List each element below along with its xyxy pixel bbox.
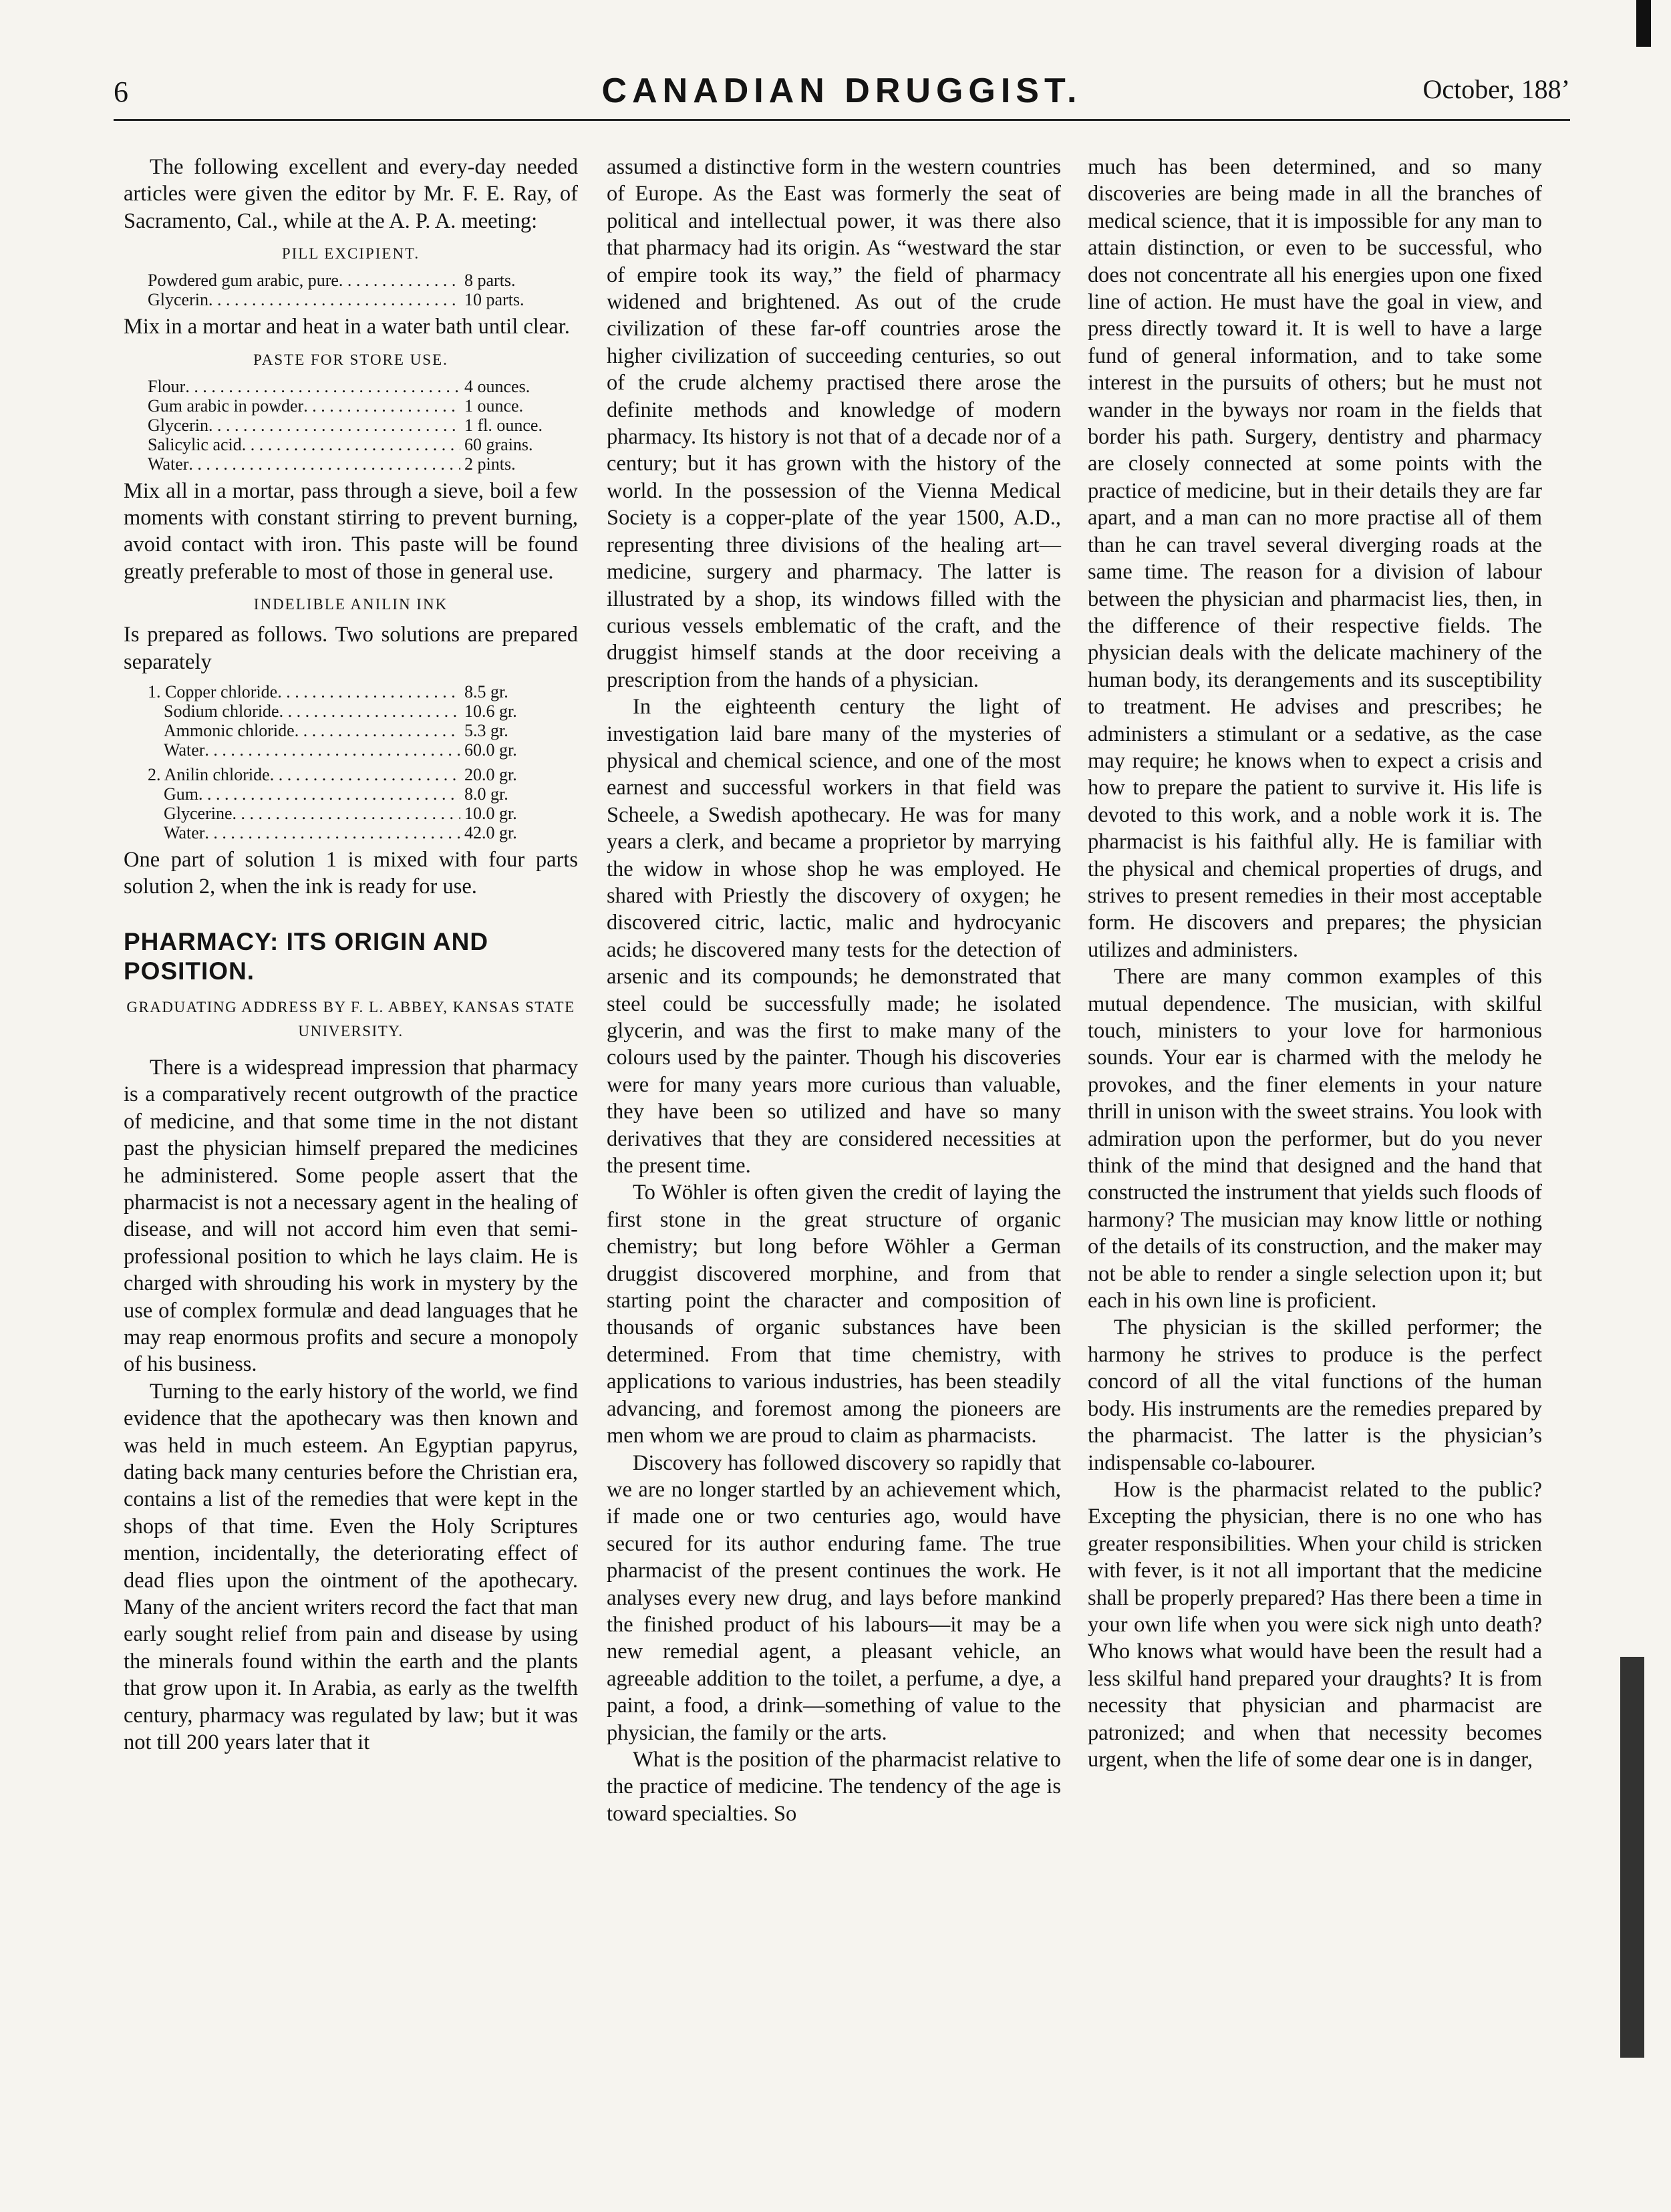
article-heading: PHARMACY: ITS ORIGIN AND POSITION. — [124, 927, 489, 985]
recipe-row — [148, 701, 578, 721]
ingredient-name: Glycerine — [164, 804, 233, 824]
column-1 — [124, 154, 578, 1756]
ingredient-name: Salicylic acid — [148, 434, 242, 454]
header-rule — [114, 119, 1570, 121]
article-paragraph: In the eighteenth century the light of investigation laid bare many of the mysteries of physical and chemical science, and one of the most earnest and successful workers in that field was Scheele, a Swedish apothecary. He was for many years a clerk, and became a proprietor by marrying the widow in whose shop he was employed. He shared with Priestly the discovery of oxygen; he discovered citric, lactic, malic and hydrocyanic acids; he discovered many tests for the detection of arsenic and its compounds; he demonstrated that steel could be successfully made; he isolated glycerin, and was the first to make many of the colours used by the painter. Though his discoveries were for many years more curious than valuable, they have been so utilized and have so many derivatives that they are considered necessities at the present time. — [607, 695, 1061, 1178]
ingredient-qty: 1 fl. ounce. — [464, 415, 543, 435]
recipe-list-ink-2 — [148, 765, 578, 842]
article-paragraph: How is the pharmacist related to the public? Excepting the physician, there is no one who has greater responsibilities. When your child is stricken with fever, is it not all important that the medicine shall be properly prepared? Has there been a time in your own life when you were sick nigh unto death? Who knows what would have been the result had a less skilful hand prepared your draughts? It is from necessity that physician and pharmacist are patronized; and when that necessity becomes urgent, when the life of some dear one is in danger, — [1088, 1477, 1542, 1772]
publication-title: CANADIAN DRUGGIST. — [601, 71, 1082, 110]
article-paragraph: Discovery has followed discovery so rapidly that we are no longer startled by an achievement which, if made one or two centuries ago, would have secured for its author enduring fame. The true pharmacist of the present continues the work. He analyses every new drug, and lays before mankind the finished product of his labours—it may be a new remedial agent, a pleasant vehicle, an agreeable addition to the toilet, a perfume, a dye, a paint, a food, a drink—something of value to the physician, the family or the arts. — [607, 1450, 1061, 1745]
ingredient-name: Gum arabic in powder — [148, 396, 304, 416]
issue-date-text: October, 188 — [1422, 74, 1561, 104]
ingredient-qty: 8 parts. — [464, 271, 516, 291]
recipe-text-paste: Mix all in a mortar, pass through a sieve, boil a few moments with constant stirring to prevent burning, avoid contact with iron. This paste will be found greatly preferable to most of those in general use. — [124, 478, 578, 584]
issue-date-tail: ’ — [1561, 74, 1570, 104]
page-number: 6 — [114, 75, 128, 108]
column-2 — [607, 154, 1061, 1827]
ingredient-name: Water — [164, 823, 205, 843]
ingredient-qty: 10.6 gr. — [464, 701, 517, 722]
recipe-row — [148, 454, 578, 474]
ingredient-qty: 4 ounces. — [464, 376, 530, 396]
ingredient-name: 1. Copper chloride — [148, 682, 278, 702]
ingredient-qty: 42.0 gr. — [464, 823, 517, 843]
scan-edge-top — [1636, 0, 1651, 47]
article-paragraph: assumed a distinctive form in the western countries of Europe. As the East was formerly the seat of political and intellectual power, it was there also that pharmacy had its origin. As “westward the star of empire took its way,” the field of pharmacy widened and brightened. As out of the crude civilization of these far-off countries arose the higher civilization of succeeding centuries, so out of the crude alchemy practised there arose the definite methods and knowledge of modern pharmacy. Its history is not that of a decade nor of a century; but it has grown with the history of the world. In the possession of the Vienna Medical Society is a copper-plate of the year 1500, A.D., representing three divisions of the healing art—medicine, surgery and pharmacy. The latter is illustrated by a shop, its windows filled with the curious vessels emblematic of the craft, and the druggist himself stands at the door receiving a prescription from the hands of a physician. — [607, 155, 1061, 692]
article-paragraph: The physician is the skilled performer; the harmony he strives to produce is the perfect concord of all the vital functions of the human body. His instruments are the remedies prepared by the pharmacist. The latter is the physician’s indispensable co-labourer. — [1088, 1315, 1542, 1475]
ingredient-qty: 5.3 gr. — [464, 721, 508, 741]
ingredient-qty: 8.5 gr. — [464, 682, 508, 702]
recipe-intro-ink: Is prepared as follows. Two solutions are prepared separately — [124, 623, 578, 674]
ingredient-name: Glycerin — [148, 415, 208, 435]
recipe-row — [148, 823, 578, 842]
page-header — [114, 61, 1570, 122]
ingredient-qty: 2 pints. — [464, 454, 516, 474]
recipe-row — [148, 416, 578, 435]
intro-paragraph: The following excellent and every-day needed articles were given the editor by Mr. F. E. Ray, of Sacramento, Cal., while at the A. P. A. meeting: — [124, 155, 578, 233]
issue-date — [1422, 73, 1570, 105]
recipe-row — [148, 784, 578, 804]
ingredient-name: Ammonic chloride — [164, 721, 295, 741]
recipe-row — [148, 804, 578, 823]
ingredient-name: Flour — [148, 376, 186, 396]
article-paragraph: To Wöhler is often given the credit of laying the first stone in the great structure of organic chemistry; but long before Wöhler a German druggist discovered morphine, and from that starting point the character and composition of thousands of organic substances have been determined. From that time chemistry, with applications to various industries, has been steadily advancing, and foremost among the pioneers are men whom we are proud to claim as pharmacists. — [607, 1180, 1061, 1448]
ingredient-qty: 8.0 gr. — [464, 784, 508, 804]
ingredient-qty: 10 parts. — [464, 290, 524, 310]
ingredient-qty: 60 grains. — [464, 434, 533, 454]
ingredient-name: Glycerin — [148, 290, 208, 310]
column-3 — [1088, 154, 1542, 1773]
recipe-title-pill: PILL EXCIPIENT. — [281, 245, 420, 263]
ingredient-name: Sodium chloride — [164, 701, 279, 722]
article-paragraph: There is a widespread impression that pharmacy is a comparatively recent outgrowth of the practice of medicine, and that some time in the not distant past the physician himself prepared the medicines he administered. Some people assert that the pharmacist is not a necessary agent in the healing of disease, and will not accord him even that semi-professional position to which he lays claim. He is charged with shrouding his work in mystery by the use of complex formulæ and dead languages that he may reap enormous profits and secure a monopoly of his business. — [124, 1055, 578, 1377]
recipe-row — [148, 721, 578, 740]
recipe-row — [148, 396, 578, 416]
recipe-text-pill: Mix in a mortar and heat in a water bath until clear. — [124, 315, 570, 339]
recipe-row — [148, 290, 578, 309]
recipe-row — [148, 682, 578, 701]
recipe-row — [148, 435, 578, 454]
ingredient-name: Water — [164, 740, 205, 760]
ingredient-qty: 1 ounce. — [464, 396, 524, 416]
ingredient-name: Gum — [164, 784, 198, 804]
recipe-row — [148, 377, 578, 396]
article-paragraph: What is the position of the pharmacist relative to the practice of medicine. The tendency of the age is toward specialties. So — [607, 1747, 1061, 1826]
recipe-row — [148, 765, 578, 784]
scan-edge-right — [1620, 1657, 1644, 2058]
ingredient-qty: 20.0 gr. — [464, 765, 517, 785]
article-byline: GRADUATING ADDRESS BY F. L. ABBEY, KANSAS STATE UNIVERSITY. — [126, 998, 575, 1040]
recipe-list-paste — [148, 377, 578, 474]
ingredient-name: 2. Anilin chloride — [148, 765, 270, 785]
recipe-list-ink-1 — [148, 682, 578, 760]
recipe-row — [148, 271, 578, 290]
recipe-row — [148, 740, 578, 760]
recipe-text-ink: One part of solution 1 is mixed with four parts solution 2, when the ink is ready for use. — [124, 848, 578, 899]
article-paragraph: There are many common examples of this mutual dependence. The musician, with skilful touch, ministers to your love for harmonious sounds. Your ear is charmed with the melody he provokes, and the finer elements in your nature thrill in unison with the sweet strains. You look with admiration upon the performer, but do you never think of the mind that designed and the hand that constructed the instrument that yields such floods of harmony? The musician may know little or nothing of the details of its construction, and the maker may not be able to render a single selection upon it; but each in his own line is proficient. — [1088, 965, 1542, 1313]
ingredient-name: Water — [148, 454, 189, 474]
article-paragraph: Turning to the early history of the world, we find evidence that the apothecary was then known and was held in much esteem. An Egyptian papyrus, dating back many centuries before the Christian era, contains a list of the remedies that were kept in the shops of that time. Even the Holy Scriptures mention, incidentally, the deteriorating effect of dead flies upon the ointment of the apothecary. Many of the ancient writers record the fact that man early sought relief from pain and disease by using the minerals found within the earth and the plants that grow upon it. In Arabia, as early as the twelfth century, pharmacy was regulated by law; but it was not till 200 years later that it — [124, 1379, 578, 1755]
ingredient-name: Powdered gum arabic, pure — [148, 271, 339, 291]
article-paragraph: much has been determined, and so many discoveries are being made in all the branches of medical science, that it is impossible for any man to attain distinction, or even to be successful, who does not concentrate all his energies upon one fixed line of action. He must have the goal in view, and press directly toward it. It is well to have a large fund of general information, and to take some interest in the pursuits of others; but he must not wander in the byways nor roam in the fields that border his path. Surgery, dentistry and pharmacy are closely connected at some points with the practice of medicine, but in their details they are far apart, and a man can no more practise all of them than he can travel several diverging roads at the same time. The reason for a division of labour between the physician and pharmacist lies, then, in the difference of their respective fields. The physician deals with the delicate machinery of the human body, its derangements and its susceptibility to treatment. He advises and prescribes; he administers a stimulant or a sedative, as the case may require; he knows when to expect a crisis and how to prepare the patient to survive it. His life is devoted to this work, and a noble work it is. The pharmacist is his faithful ally. He is familiar with the physical and chemical properties of drugs, and strives to present remedies in their most acceptable form. He discovers and prepares; the physician utilizes and administers. — [1088, 155, 1542, 962]
ingredient-qty: 10.0 gr. — [464, 804, 517, 824]
ingredient-qty: 60.0 gr. — [464, 740, 517, 760]
recipe-title-ink: INDELIBLE ANILIN INK — [253, 596, 448, 613]
recipe-list-pill — [148, 271, 578, 309]
recipe-title-paste: PASTE FOR STORE USE. — [253, 351, 448, 368]
